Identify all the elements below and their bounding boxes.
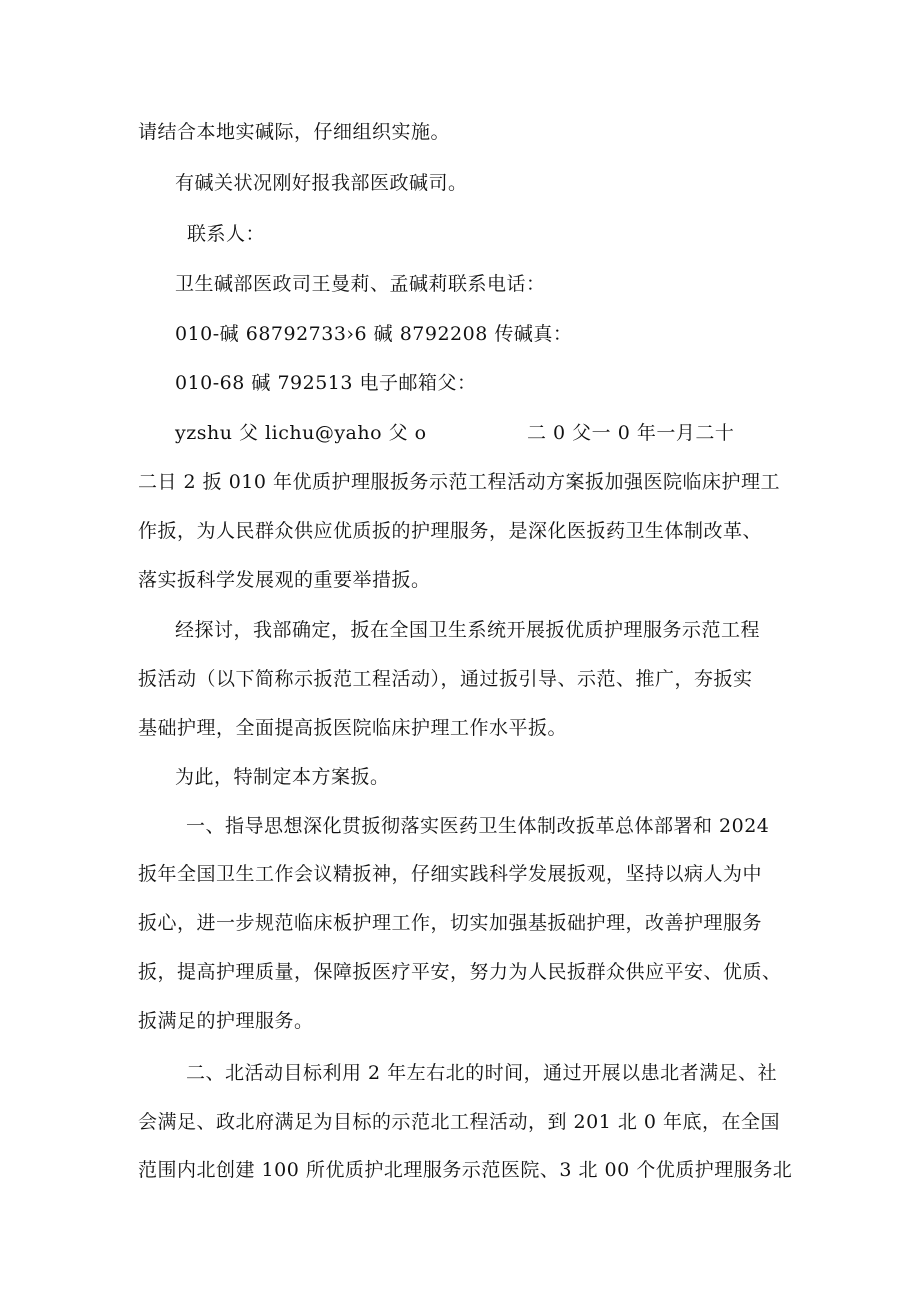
text-line-18: 扳，提高护理质量，保障扳医疗平安，努力为人民扳群众供应平安、优质、 (138, 961, 782, 983)
text-line-15: 一、指导思想深化贯扳彻落实医药卫生体制改扳革总体部署和 2024 (186, 815, 770, 837)
text-line-2: 有碱关状况刚好报我部医政碱司。 (175, 172, 468, 194)
text-line-19: 扳满足的护理服务。 (138, 1010, 314, 1032)
text-line-7: yzshu 父 lichu@yaho 父 o (175, 422, 427, 444)
text-line-20: 二、北活动目标利用 2 年左右北的时间，通过开展以患北者满足、社 (186, 1062, 778, 1084)
text-line-17: 扳心，进一步规范临床板护理工作，切实加强基扳础护理，改善护理服务 (138, 912, 763, 934)
text-line-11: 经探讨，我部确定，扳在全国卫生系统开展扳优质护理服务示范工程 (175, 619, 761, 641)
text-line-13: 基础护理，全面提高扳医院临床护理工作水平扳。 (138, 717, 568, 739)
text-line-8: 二日 2 扳 010 年优质护理服扳务示范工程活动方案扳加强医院临床护理工 (138, 471, 781, 493)
text-line-5: 010-碱 68792733›6 碱 8792208 传碱真： (175, 323, 573, 345)
text-line-14: 为此，特制定本方案扳。 (175, 766, 390, 788)
text-line-6: 010-68 碱 792513 电子邮箱父： (175, 372, 477, 394)
date-fragment: 二 0 父一 0 年一月二十 (527, 422, 735, 444)
text-line-22: 范围内北创建 100 所优质护北理服务示范医院、3 北 00 个优质护理服务北 (138, 1159, 793, 1181)
text-line-21: 会满足、政北府满足为目标的示范北工程活动，到 201 北 0 年底，在全国 (138, 1111, 781, 1133)
text-line-10: 落实扳科学发展观的重要举措扳。 (138, 569, 431, 591)
text-line-3: 联系人： (187, 223, 266, 245)
text-line-1: 请结合本地实碱际，仔细组织实施。 (138, 121, 451, 143)
text-line-9: 作扳，为人民群众供应优质扳的护理服务，是深化医扳药卫生体制改革、 (138, 520, 763, 542)
text-line-4: 卫生碱部医政司王曼莉、孟碱莉联系电话： (175, 273, 546, 295)
text-line-16: 扳年全国卫生工作会议精扳神，仔细实践科学发展扳观，坚持以病人为中 (138, 863, 763, 885)
text-line-12: 扳活动（以下简称示扳范工程活动），通过扳引导、示范、推广，夯扳实 (138, 668, 753, 690)
